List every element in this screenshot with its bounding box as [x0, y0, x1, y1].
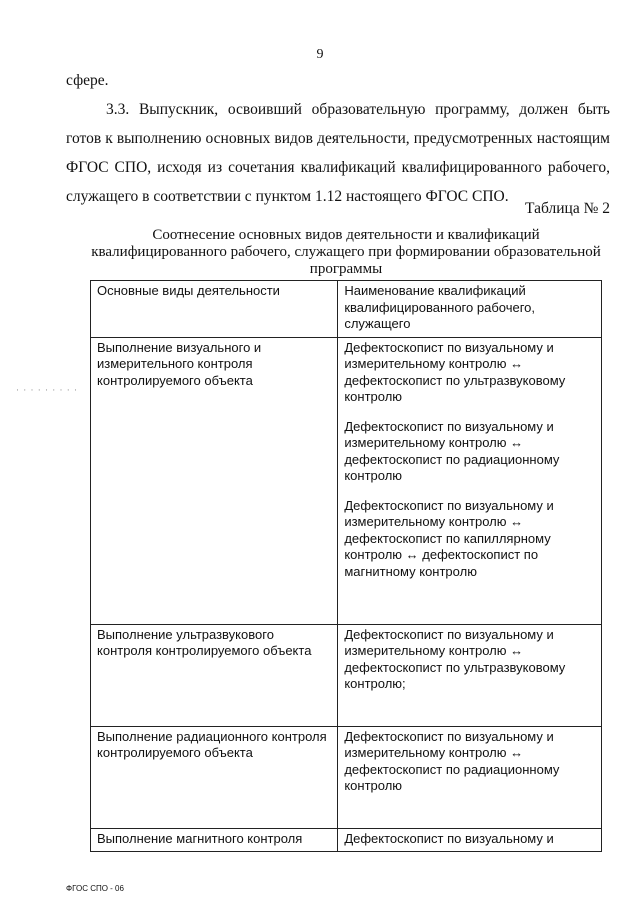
intro-line: сфере. [66, 72, 109, 89]
activity-cell: Выполнение магнитного контроля [91, 828, 338, 852]
page-number: 9 [316, 47, 324, 62]
activity-cell: Выполнение визуального и измерительного контроля контролируемого объекта [91, 337, 338, 624]
paragraph-3-3 [66, 95, 610, 211]
margin-mark: · · · · · · · · · [16, 385, 78, 395]
qualification-item: Дефектоскопист по визуальному и измерительному контролю ↔ дефектоскопист по ультразвуковому контролю; [344, 626, 566, 691]
table-caption: Соотнесение основных видов деятельности и квалификаций квалифицированного рабочего, служащего при формировании образовательной программы [91, 227, 601, 277]
activity-cell: Выполнение ультразвукового контроля контролируемого объекта [91, 624, 338, 726]
qualification-item: Дефектоскопист по визуальному и измерительному контролю ↔ дефектоскопист по капиллярному контролю ↔ дефектоскопист по магнитному контролю [344, 497, 554, 579]
qualifications-cell [338, 726, 602, 828]
qualifications-cell [338, 624, 602, 726]
header-qualifications: Наименование квалификаций квалифицированного рабочего, служащего [338, 281, 602, 338]
table-label: Таблица № 2 [525, 200, 610, 217]
table-row [91, 828, 602, 852]
qualification-item: Дефектоскопист по визуальному и измерительному контролю ↔ дефектоскопист по радиационному контролю [344, 418, 560, 483]
qualification-item: Дефектоскопист по визуальному и измерительному контролю ↔ дефектоскопист по радиационному контролю [344, 728, 560, 793]
table-row [91, 337, 602, 624]
table-row [91, 624, 602, 726]
qualification-item: Дефектоскопист по визуальному и измерительному контролю ↔ дефектоскопист по ультразвуковому контролю [344, 339, 566, 404]
paragraph-text: 3.3. Выпускник, освоивший образовательную программу, должен быть готов к выполнению основных видов деятельности, предусмотренных настоящим ФГОС СПО, исходя из сочетания квалификаций квалифицированного рабочего, служащего в соответствии с пунктом 1.12 настоящего ФГОС СПО. [66, 101, 610, 205]
qualification-item: Дефектоскопист по визуальному и [344, 830, 554, 846]
header-activities: Основные виды деятельности [91, 281, 338, 338]
activity-cell: Выполнение радиационного контроля контролируемого объекта [91, 726, 338, 828]
qualifications-table [90, 280, 602, 852]
qualifications-cell [338, 828, 602, 852]
table-row [91, 726, 602, 828]
table-header-row [91, 281, 602, 338]
qualifications-cell [338, 337, 602, 624]
footer-code: ФГОС СПО - 06 [66, 884, 124, 893]
